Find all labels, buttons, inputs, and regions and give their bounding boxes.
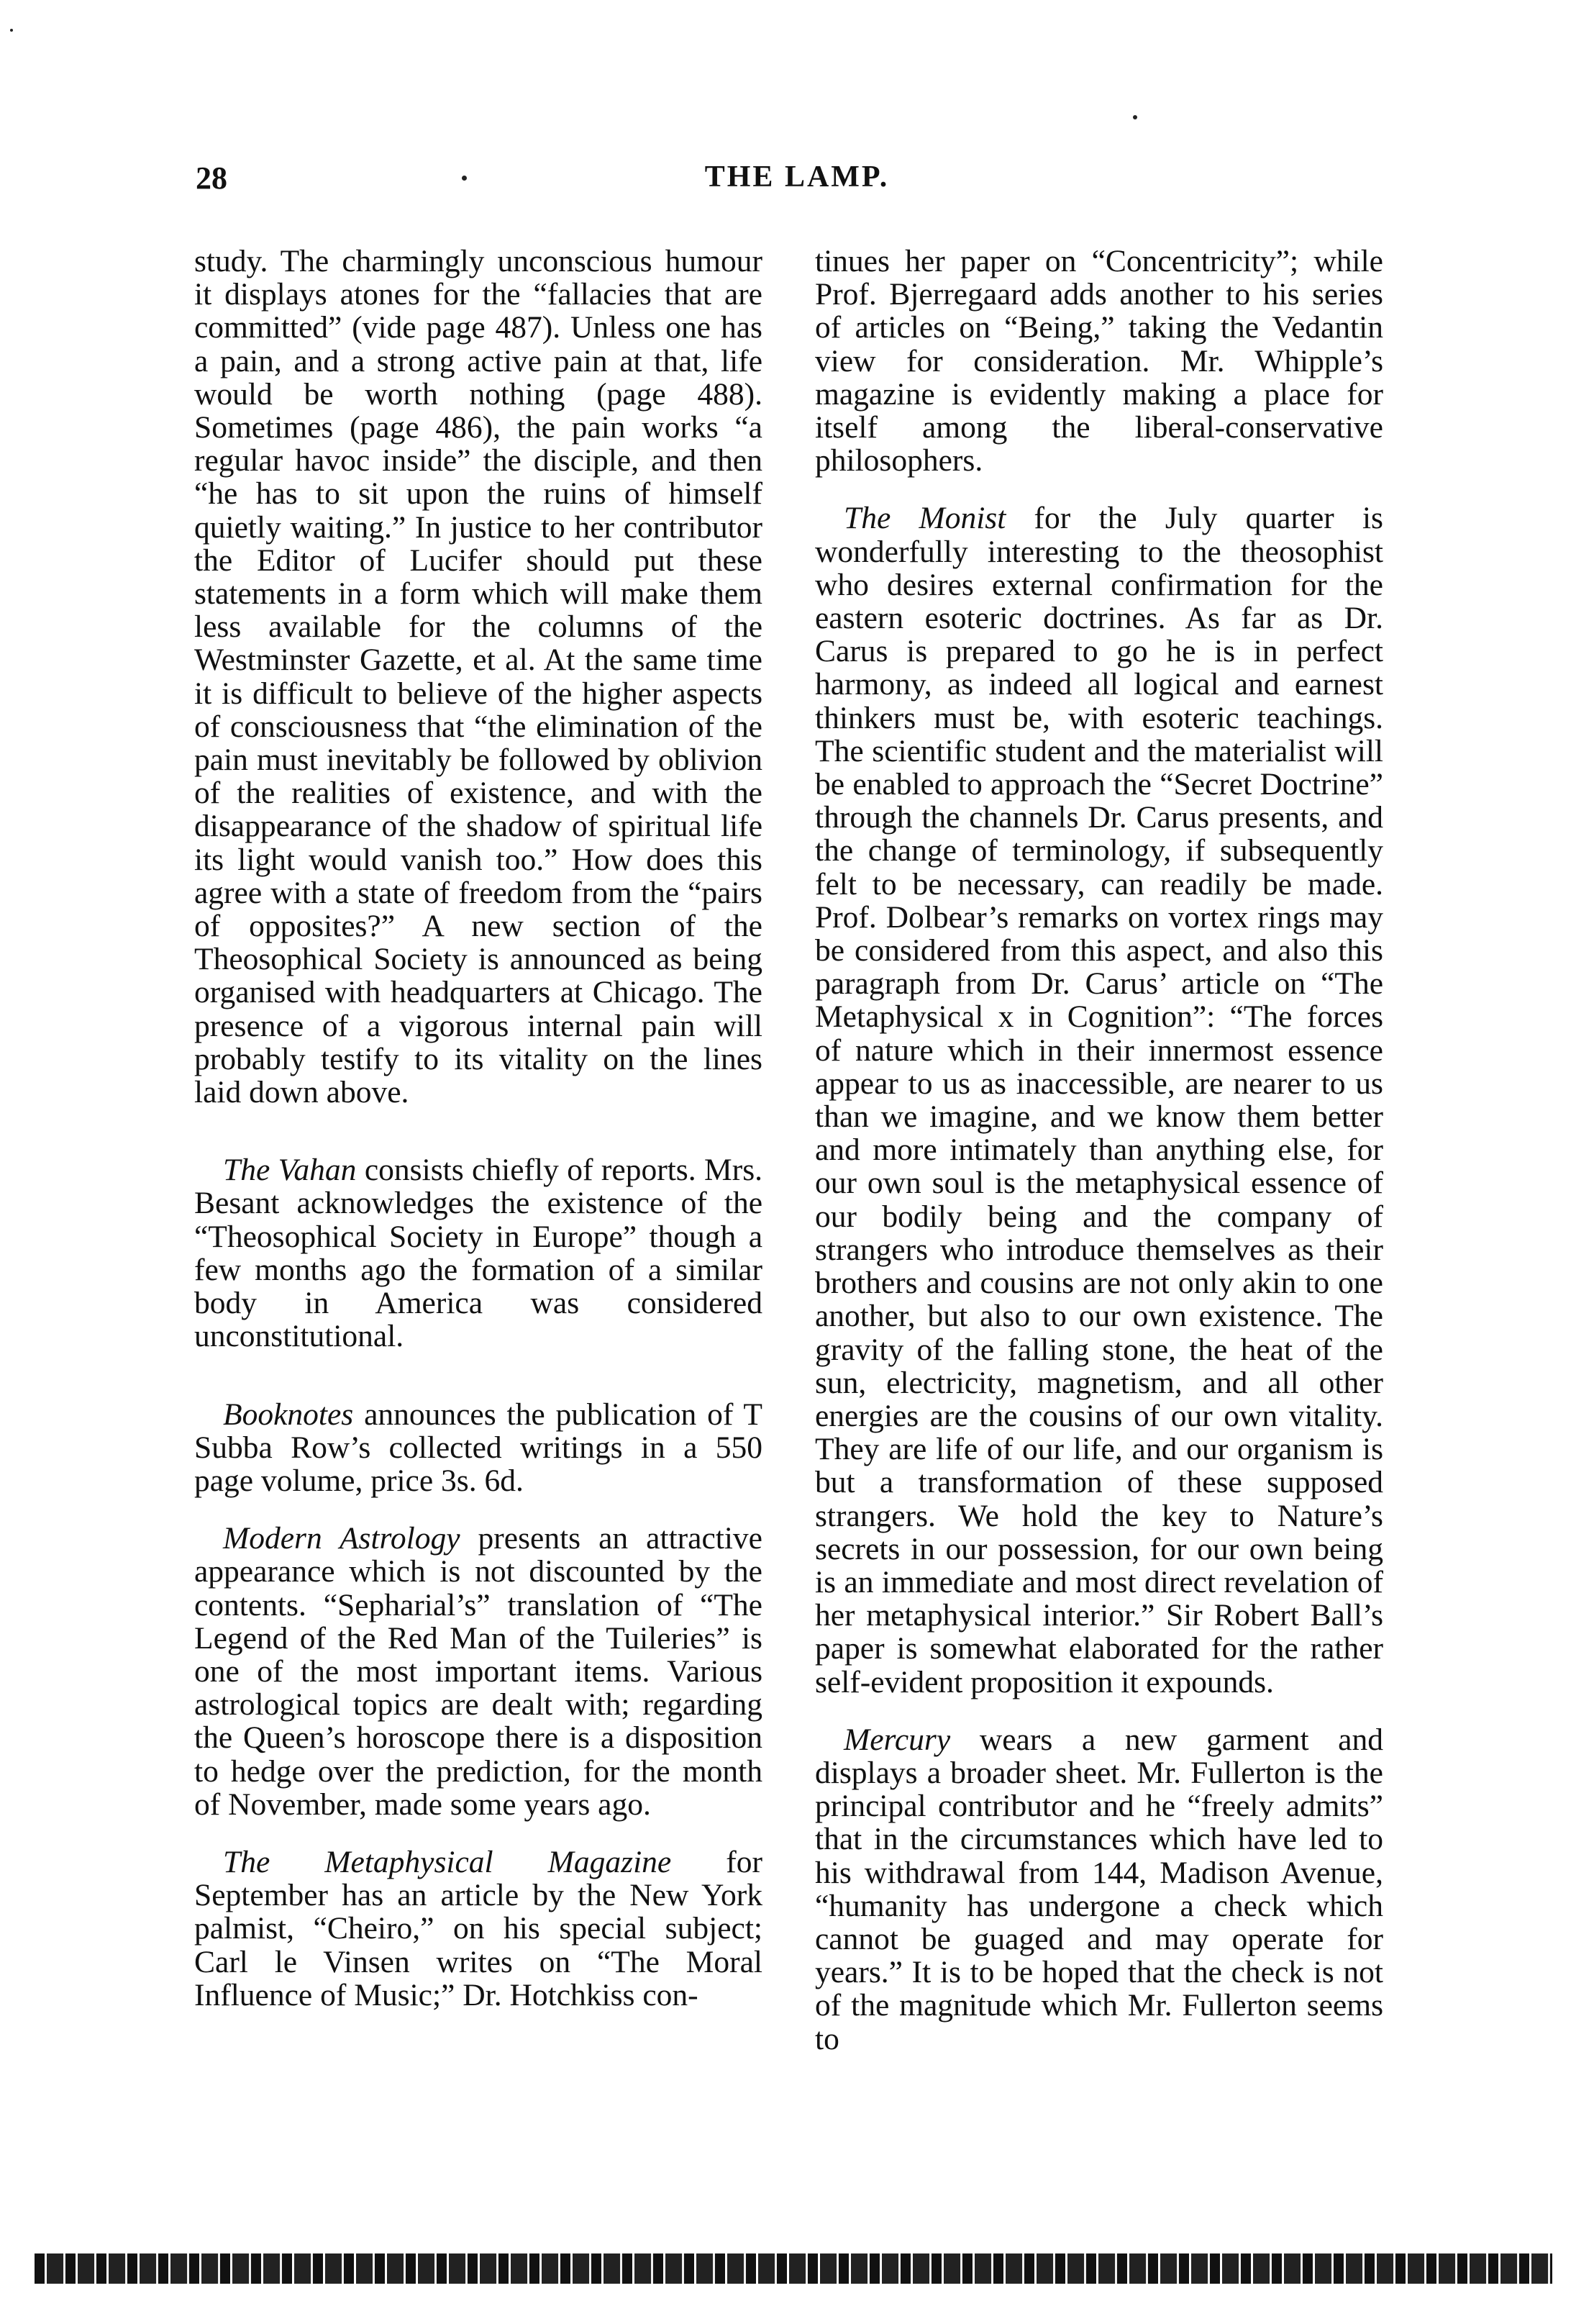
text-vahan: consists chiefly of reports. Mrs. Besant acknowledges the existence of the “Theosophical Society in Europe” though a few months ago the formation of a similar body in America was considered unconstitutional. — [194, 1153, 762, 1354]
text-monist: for the July quarter is wonderfully interesting to the theosophist who desires external confirmation for the eastern esoteric doctrines. As far as Dr. Carus is prepared to go he is in perfect harmony, as indeed all logical and earnest thinkers must be, with esoteric teachings. The scientific student and the materialist will be enabled to approach the “Secret Doctrine” through the channels Dr. Carus presents, and the change of terminology, if subsequently felt to be necessary, can readily be made. Prof. Dolbear’s remarks on vortex rings may be considered from this aspect, and also this paragraph from Dr. Carus’ article on “The Metaphysical x in Cognition”: “The forces of nature which in their innermost essence appear to us as inaccessible, are nearer to us than we imagine, and we know them better and more intimately than anything else, for our own soul is the metaphysical essence of our bodily being and the company of strangers who introduce themselves as their brothers and cousins are not only akin to one another, but also to our own existence. The gravity of the falling stone, the heat of the sun, electricity, magnetism, and all other energies are the cousins of our own vitality. They are life of our life, and our organism is but a transformation of these supposed strangers. We hold the key to Nature’s secrets in our possession, for our own being is an immediate and most direct revelation of her metaphysical interior.” Sir Robert Ball’s paper is somewhat elaborated for the rather self-evident proposition it expounds. — [815, 501, 1383, 1699]
title-modern-astrology: Modern Astrology — [223, 1521, 460, 1556]
right-column — [815, 245, 1383, 2056]
title-monist: The Monist — [844, 501, 1006, 536]
paragraph-booknotes — [194, 1398, 762, 1498]
paragraph-mercury — [815, 1723, 1383, 2056]
ink-speck — [462, 176, 467, 181]
paragraph-vahan — [194, 1153, 762, 1353]
paragraph-metaphysical-magazine — [194, 1846, 762, 2012]
text-modern-astrology: presents an attractive appearance which is not discounted by the contents. “Sepharial’s” translation of “The Legend of the Red Man of the Tuileries” is one of the most important items. Various astrological topics are dealt with; regarding the Queen’s horoscope there is a disposition to hedge over the prediction, for the month of November, made some years ago. — [194, 1521, 762, 1822]
paragraph-concentricity: tinues her paper on “Concentricity”; while Prof. Bjerregaard adds another to his series of articles on “Being,” taking the Vedantin view for consideration. Mr. Whipple’s magazine is evidently making a place for itself among the liberal-conservative philosophers. — [815, 244, 1383, 478]
title-metaphysical-magazine: The Metaphysical Magazine — [223, 1844, 672, 1879]
left-column — [194, 245, 762, 2012]
page-number: 28 — [196, 160, 227, 196]
ink-speck — [10, 29, 13, 32]
scanned-footer-rule — [35, 2253, 1552, 2284]
ink-speck — [1133, 115, 1137, 119]
paragraph-lucifer-review: study. The charmingly unconscious humour it displays atones for the “fallacies that are committed” (vide page 487). Unless one has a pain, and a strong active pain at that, life would be worth nothing (page 488). Sometimes (page 486), the pain works “a regular havoc inside” the disciple, and then “he has to sit upon the ruins of himself quietly waiting.” In justice to her contributor the Editor of Lucifer should put these statements in a form which will make them less available for the columns of the Westminster Gazette, et al. At the same time it is difficult to believe of the higher aspects of consciousness that “the elimination of the pain must inevitably be followed by oblivion of the realities of existence, and with the disappearance of the shadow of spiritual life its light would vanish too.” How does this agree with a state of freedom from the “pairs of opposites?” A new section of the Theosophical Society is announced as being organised with headquarters at Chicago. The presence of a vigorous internal pain will probably testify to its vitality on the lines laid down above. — [194, 244, 762, 1110]
paragraph-modern-astrology — [194, 1522, 762, 1821]
running-head: THE LAMP. — [704, 160, 890, 194]
text-metaphysical-magazine: for September has an article by the New York palmist, “Cheiro,” on his special subject; Carl le Vinsen writes on “The Moral Influence of Music;” Dr. Hotchkiss con- — [194, 1844, 762, 2012]
paragraph-monist — [815, 501, 1383, 1698]
title-vahan: The Vahan — [223, 1153, 357, 1188]
title-mercury: Mercury — [844, 1722, 951, 1757]
text-booknotes: announces the publication of T Subba Row’s collected writings in a 550 page volume, price 3s. 6d. — [194, 1397, 762, 1498]
title-booknotes: Booknotes — [223, 1397, 354, 1432]
text-mercury: wears a new garment and displays a broader sheet. Mr. Fullerton is the principal contributor and he “freely admits” that in the circumstances which have led to his withdrawal from 144, Madison Avenue, “humanity has undergone a check which cannot be guaged and may operate for years.” It is to be hoped that the check is not of the magnitude which Mr. Fullerton seems to — [815, 1722, 1383, 2056]
